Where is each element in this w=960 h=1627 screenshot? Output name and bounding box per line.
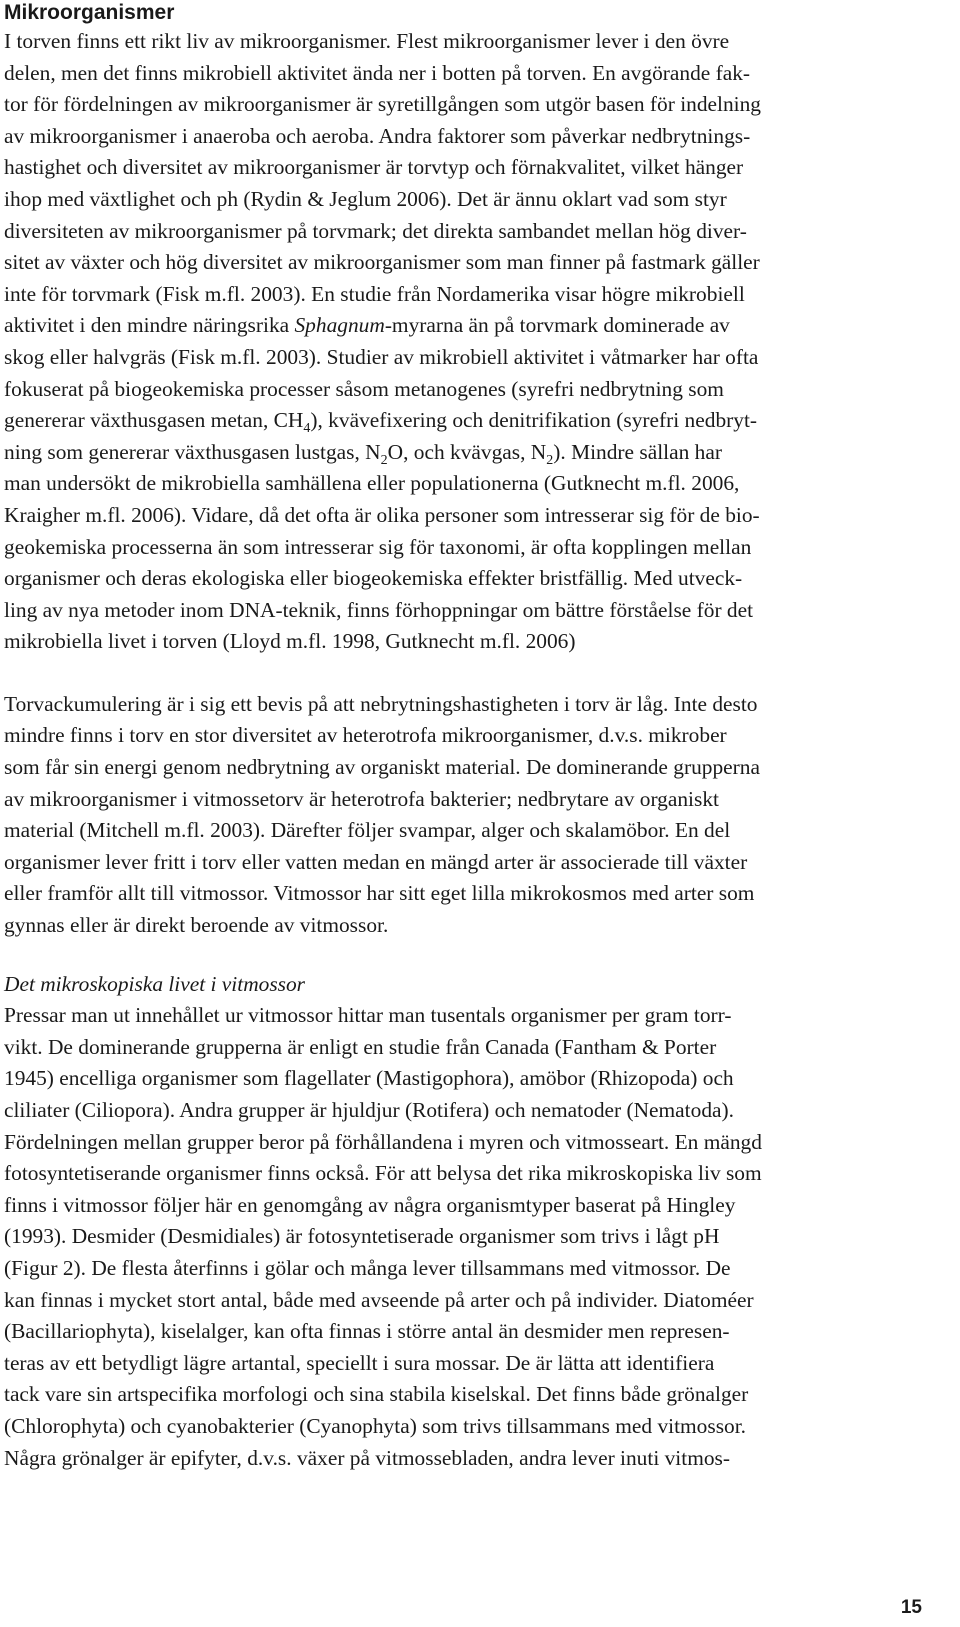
genus-name: Sphagnum (294, 313, 385, 338)
text-line: fokuserat på biogeokemiska processer såsom metanogenes (syrefri nedbrytning som (4, 376, 724, 401)
text-line: (1993). Desmider (Desmidiales) är fotosyntetiserade organismer som trivs i lågt pH (4, 1224, 720, 1249)
text-segment: aktivitet i den mindre näringsrika (4, 313, 295, 338)
text-line: fotosyntetiserande organismer finns också. För att belysa det rika mikroskopiska liv som (4, 1161, 762, 1186)
text-line: av mikroorganismer i vitmossetorv är heterotrofa bakterier; nedbrytare av organiskt (4, 786, 719, 811)
text-line: ihop med växtlighet och ph (Rydin & Jeglum 2006). Det är ännu oklart vad som styr (4, 186, 727, 211)
text-line: mindre finns i torv en stor diversitet av heterotrofa mikroorganismer, d.v.s. mikrober (4, 723, 727, 748)
text-line: diversiteten av mikroorganismer på torvmark; det direkta sambandet mellan hög diver- (4, 218, 747, 243)
text-segment: O, och kvävgas, N (387, 439, 547, 464)
text-segment: ), kvävefixering och denitrifikation (syrefri nedbryt- (310, 408, 758, 433)
text-line: eller framför allt till vitmossor. Vitmossor har sitt eget lilla mikrokosmos med arter som (4, 881, 755, 906)
text-line: vikt. De dominerande grupperna är enligt en studie från Canada (Fantham & Porter (4, 1034, 717, 1059)
text-line: gynnas eller är direkt beroende av vitmossor. (4, 913, 389, 938)
paragraph-microorganisms (4, 26, 934, 658)
text-line: Torvackumulering är i sig ett bevis på att nebrytningshastigheten i torv är låg. Inte desto (4, 691, 758, 716)
text-line: organismer och deras ekologiska eller biogeokemiska effekter bristfällig. Med utveck- (4, 566, 743, 591)
text-segment: ning som genererar växthusgasen lustgas, N (4, 439, 381, 464)
text-segment: ). Mindre sällan har (553, 439, 722, 464)
text-line: geokemiska processerna än som intresserar sig för taxonomi, är ofta kopplingen mellan (4, 534, 752, 559)
text-line: Kraigher m.fl. 2006). Vidare, då det ofta är olika personer som intresserar sig för de bio- (4, 502, 760, 527)
text-line: kan finnas i mycket stort antal, både med avseende på arter och på individer. Diatoméer (4, 1287, 754, 1312)
text-line: av mikroorganismer i anaeroba och aeroba. Andra faktorer som påverkar nedbrytnings- (4, 123, 751, 148)
text-segment: -myrarna än på torvmark dominerade av (384, 313, 730, 338)
text-line: man undersökt de mikrobiella samhällena eller populationerna (Gutknecht m.fl. 2006, (4, 471, 740, 496)
text-line: sitet av växter och hög diversitet av mikroorganismer som man finner på fastmark gäller (4, 250, 760, 275)
text-line: (Chlorophyta) och cyanobakterier (Cyanophyta) som trivs tillsammans med vitmossor. (4, 1413, 746, 1438)
text-line: hastighet och diversitet av mikroorganismer är torvtyp och förnakvalitet, vilket hänger (4, 155, 744, 180)
text-line: Fördelningen mellan grupper beror på förhållandena i myren och vitmosseart. En mängd (4, 1129, 762, 1154)
text-line: skog eller halvgräs (Fisk m.fl. 2003). Studier av mikrobiell aktivitet i våtmarker har ofta (4, 344, 759, 369)
text-line: organismer lever fritt i torv eller vatten medan en mängd arter är associerade till växter (4, 849, 748, 874)
text-line: mikrobiella livet i torven (Lloyd m.fl. 1998, Gutknecht m.fl. 2006) (4, 629, 576, 654)
text-line: 1945) encelliga organismer som flagellater (Mastigophora), amöbor (Rhizopoda) och (4, 1066, 734, 1091)
text-line: som får sin energi genom nedbrytning av organiskt material. De dominerande grupperna (4, 755, 760, 780)
text-line (4, 310, 934, 342)
subscript: 2 (546, 452, 554, 468)
text-line: (Figur 2). De flesta återfinns i gölar och många lever tillsammans med vitmossor. De (4, 1255, 731, 1280)
text-line: tack vare sin artspecifika morfologi och sina stabila kiselskal. Det finns både grönalger (4, 1382, 749, 1407)
paragraph-microscopic-life (4, 1000, 934, 1474)
text-line (4, 437, 934, 469)
text-line: Några grönalger är epifyter, d.v.s. växer på vitmossebladen, andra lever inuti vitmos- (4, 1445, 730, 1470)
text-line: teras av ett betydligt lägre artantal, speciellt i sura mossar. De är lätta att identifiera (4, 1350, 715, 1375)
text-line: tor för fördelningen av mikroorganismer är syretillgången som utgör basen för indelning (4, 92, 761, 117)
subsection-heading: Det mikroskopiska livet i vitmossor (4, 971, 306, 996)
page-number: 15 (900, 1597, 922, 1618)
text-line: (Bacillariophyta), kiselalger, kan ofta finnas i större antal än desmider men represen- (4, 1319, 730, 1344)
text-line: I torven finns ett rikt liv av mikroorganismer. Flest mikroorganismer lever i den övre (4, 29, 730, 53)
paragraph-peat-accumulation (4, 689, 934, 942)
text-line: Pressar man ut innehållet ur vitmossor hittar man tusentals organismer per gram torr- (4, 1003, 732, 1028)
text-line: cliliater (Ciliopora). Andra grupper är hjuldjur (Rotifera) och nematoder (Nematoda). (4, 1098, 734, 1122)
subscript: 4 (303, 421, 311, 437)
text-line: ling av nya metoder inom DNA-teknik, finns förhoppningar om bättre förståelse för det (4, 597, 754, 622)
text-line (4, 405, 934, 437)
text-segment: genererar växthusgasen metan, CH (4, 408, 304, 433)
text-line: material (Mitchell m.fl. 2003). Därefter följer svampar, alger och skalamöbor. En del (4, 818, 731, 843)
document-page (4, 0, 934, 1474)
text-line: finns i vitmossor följer här en genomgång av några organismtyper baserat på Hingley (4, 1192, 736, 1217)
section-heading: Mikroorganismer (4, 1, 175, 24)
text-line: inte för torvmark (Fisk m.fl. 2003). En studie från Nordamerika visar högre mikrobiell (4, 281, 745, 306)
subscript: 2 (380, 452, 388, 468)
text-line: delen, men det finns mikrobiell aktivitet ända ner i botten på torven. En avgörande fak- (4, 60, 751, 85)
